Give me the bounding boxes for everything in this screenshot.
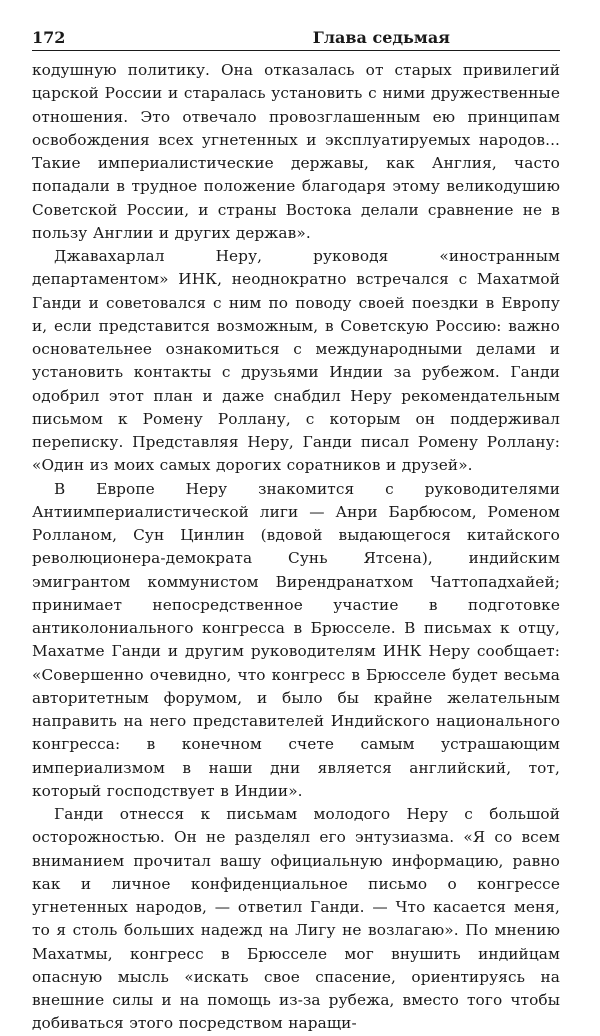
paragraph: Ганди отнесся к письмам молодого Неру с большой осторожностью. Он не разделял его энтузиазма. «Я со всем вниманием прочитал вашу официальную информацию, равно как и личное конфиденциальное письмо о конгрессе угнетенных народов, — ответил Ганди. — Что касается меня, то я столь больших надежд на Лигу не возлагаю». По мнению Махатмы, конгресс в Брюсселе мог внушить индийцам опасную мысль «искать свое спасение, ориентируясь на внешние силы и на помощь из-за рубежа, вместо того чтобы добиваться этого посредством наращи- — [32, 805, 560, 1033]
body-text — [32, 59, 560, 1036]
paragraph: Джавахарлал Неру, руководя «иностранным департаментом» ИНК, неоднократно встречался с Махатмой Ганди и советовался с ним по поводу своей поездки в Европу и, если представится возможным, в Советскую Россию: важно основательнее ознакомиться с международными делами и установить контакты с друзьями Индии за рубежом. Ганди одобрил этот план и даже снабдил Неру рекомендательным письмом к Ромену Роллану, с которым он поддерживал переписку. Представляя Неру, Ганди писал Ромену Роллану: «Один из моих самых дорогих соратников и друзей». — [32, 247, 560, 475]
book-page — [32, 28, 560, 1036]
paragraph-continued: кодушную политику. Она отказалась от старых привилегий царской России и старалась установить с ними дружественные отношения. Это отвечало провозглашенным ею принципам освобождения всех угнетенных и эксплуатируемых народов... Такие империалистические державы, как Англия, часто попадали в трудное положение благодаря этому великодушию Советской России, и страны Востока делали сравнение не в пользу Англии и других держав». — [32, 61, 560, 242]
running-head — [32, 28, 560, 51]
page-number: 172 — [32, 28, 66, 47]
paragraph: В Европе Неру знакомится с руководителями Антиимпериалистической лиги — Анри Барбюсом, Роменом Ролланом, Сун Цинлин (вдовой выдающегося китайского революционера-демократа Сунь Ятсена), индийским эмигрантом коммунистом Вирендранатхом Чаттопадхайей; принимает непосредственное участие в подготовке антиколониального конгресса в Брюсселе. В письмах к отцу, Махатме Ганди и другим руководителям ИНК Неру сообщает: «Совершенно очевидно, что конгресс в Брюсселе будет весьма авторитетным форумом, и было бы крайне желательным направить на него представителей Индийского национального конгресса: в конечном счете самым устрашающим империализмом в наши дни является английский, тот, который господствует в Индии». — [32, 479, 560, 800]
chapter-title: Глава седьмая — [312, 28, 450, 47]
